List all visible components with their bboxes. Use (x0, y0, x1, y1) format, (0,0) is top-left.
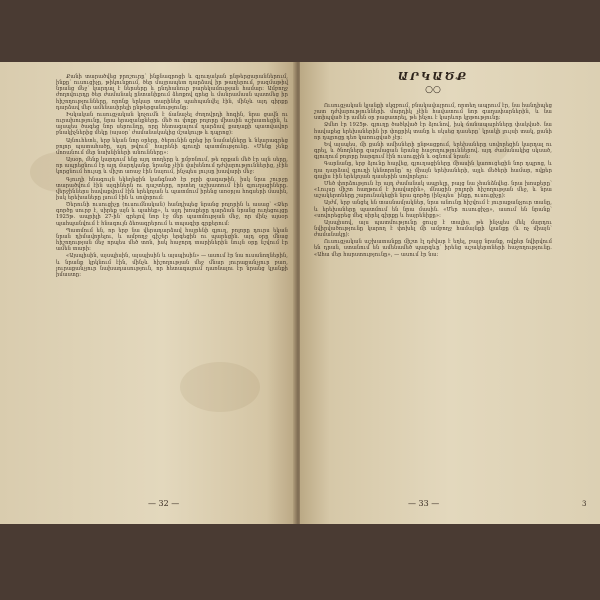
right-text-column (314, 70, 552, 259)
left-paragraph-3: Այնուհետև, երբ եկան նոր օրերը, ծերունին գրեց իր նամակները և նկարագրեց բոլոր պատահածը, այդ թվում՝ հայրենի գյուղի պատմությունը. «Մենք չենք մոռանում մեր նախնիների անունները»: (56, 137, 288, 156)
left-paragraph-4: Այսօր, մենք կարդում ենք այդ տողերը և ըմբռնում, թե որքան մեծ էր այն սերը, որ ապրեցնում էր այդ մարդկանց. նրանք չէին վախենում դժվարություններից, չէին կորցնում հույսը և միշտ առաջ էին նայում, ինչպես լույսը խավարի մեջ: (56, 157, 288, 176)
open-book (0, 62, 600, 524)
right-paragraph-8: Ուսուցչական աշխատանքը միշտ էլ դժվար է եղել, բայց նրանք, ովքեր նվիրվում են դրան, ստանում են ամենամեծ պարգևը՝ իրենց աշակերտների հաջողությունը. «Ահա մեր հարստությունը», — ասում էր նա: (314, 239, 552, 258)
left-text-column (56, 74, 288, 279)
left-paragraph-5: Գյուղի հնագույն եկեղեցին կանգնած էր բլրի գագաթին, իսկ նրա շուրջը տարածվում էին այգիներն ու դաշտերը, որտեղ աշխատում էին գյուղացիները. վերջիններս հավաքվում էին երեկոյան և պատմում իրենց առօրյա հոգսերի մասին, իսկ երեխաները լսում էին և սովորում: (56, 176, 288, 201)
left-paragraph-7: Պատմում են, որ երբ նա վերադարձավ հայրենի գյուղ, բոլորը դուրս եկան նրան դիմավորելու, և ամբողջ գիշեր երգեցին ու պարեցին. այդ օրը մնաց հիշողության մեջ որպես մեծ տոն, իսկ հաջորդ տարիներին նույն օրը նշվում էր ամեն տարի: (56, 227, 288, 253)
right-paragraph-1: Ուսուցչական կյանքի սկզբում, բնակավայրում, որտեղ ապրում էր, նա հանդիպեց շատ դժվարությունների. մարդիկ չէին հավատում նոր գաղափարներին, և նա ստիպված էր ամեն օր բացատրել, թե ինչու է կարևոր կրթությունը: (314, 103, 552, 122)
right-paragraph-7: Այսպիսով, այս պատմությունը ցույց է տալիս, թե ինչպես մեկ մարդու նվիրվածությունը կարող է փոխել մի ամբողջ համայնքի կյանքը (և ոչ միայն՝ ժամանակը): (314, 219, 552, 239)
left-paragraph-6: Ծերունի ուսուցիչը (ուսումնական) հանդիպեց նրանց բոլորին և ասաց՝ «Ձեր գործը սուրբ է, սիրեք այն և պահեք», և այդ խոսքերը դարձան նրանց ուղեցույցը 1925թ. ապրիլի 27-ին՝ գրելով նոր էջ մեր պատմության մեջ, որ մինչ այսօր պահպանվում է հնագույն ձեռագրերում և տպագիր գրքերում: (56, 202, 288, 227)
right-paragraph-6: Այժմ, երբ անցել են տասնամյակներ, նրա անունը հիշվում է յուրաքանչյուր տանը, և երեխաները պատմում են նրա մասին. «Մեր ուսուցիչը», ասում են նրանք՝ «սովորեցրեց մեզ սիրել գիրքը և հայրենիքը»: (314, 200, 552, 219)
right-page-number: — 33 — (408, 499, 440, 508)
left-page-number: — 32 — (148, 499, 180, 508)
right-paragraph-3: Եվ այսպես, մի քանի ամիսների ընթացքում, երեխաները սովորեցին կարդալ ու գրել, և ծնողները զարմացան նրանց հաջողություններով. այդ ժամանակից սկսած, գյուղում բոլորը հարգում էին ուսուցչին և օգնում նրան: (314, 141, 552, 161)
signature-mark: 3 (582, 500, 587, 508)
left-paragraph-1: Քանի տարածվեց բրոշուրը՝ ինքնագրոցի և գյուղական ընթերցարաններում, ինքը՝ ուսուցիչը, թիկունքում, ծեր մայրապետ դարձավ իր թաղերում, բազմաթիվ նրանց մեջ՝ կարդալ է ներսերը և ընդհանուր բարեկամության համար: Ամբողջ ժողովուրդը ծեր ժամանակ ընտանիքում ձեռքով գրեց և մանրամասն պատմեց իր հիշողությունները, որոնք երկար տարիներ պահպանվել էին, մինչև այդ գիրքը դարձավ մեր ամենասիրելի ընթերցանությունը: (56, 74, 288, 111)
left-paragraph-2: Իսկական ուսուցչական կոչումն է ճանաչել ժողովրդի հոգին, նրա ցավն ու ուրախությունը, նրա երազանքները. մեծ ու փոքր բոլորը միասին աշխատեցին, և այսպես ծագեց նոր սերունդը, որը հետագայում դարձավ քաղաքի պատվավոր բնակիչներից մեկը (այսօր՝ ժամանակակից մշակույթ և դպրոց): (56, 111, 288, 137)
chapter-title: ԱՐԿԱԾՔ (397, 70, 469, 83)
chapter-ornament: ○○ (425, 85, 441, 95)
paper-stain (180, 362, 260, 412)
right-page (300, 62, 600, 524)
right-paragraph-2: Ձմեռ էր 1925թ. գյուղը ծածկված էր ձյունով, իսկ ճանապարհները փակված. նա հավաքեց երեխաներին իր փոքրիկ տանը և սկսեց դասերը՝ կրակի լույսի տակ, քանի որ դպրոցը դեռ կառուցված չէր: (314, 122, 552, 141)
right-paragraph-5: Մեծ փորձություն էր այդ ժամանակ ապրելը, բայց նա չհանձնվեց. նրա խոսքերը՝ «Լույսը միշտ հաղթում է խավարին», մնացին բոլորի հիշողության մեջ, և նրա աշակերտները շարունակեցին նրա գործը (ինչպես՝ ինքը, ուսուցիչը): (314, 180, 552, 200)
left-page (0, 62, 296, 524)
right-paragraph-4: Գարնանը, երբ ձյունը հալվեց, գյուղացիները միասին կառուցեցին նոր դպրոց, և դա դարձավ գյուղի կենտրոնը՝ ոչ միայն երեխաների, այլև մեծերի համար, ովքեր գալիս էին երեկոյան դասերին սովորելու: (314, 161, 552, 180)
left-paragraph-8: «Այսպիսին, այսպիսին, այսպիսին և այսպիսին» — ասում էր նա ուսանողներին, և նրանք կրկնում էին, մինչև հիշողության մեջ մնար յուրաքանչյուր բառ, յուրաքանչյուր նախադասություն, որ հետագայում դառնալու էր նրանց կյանքի իմաստը: (56, 253, 288, 278)
